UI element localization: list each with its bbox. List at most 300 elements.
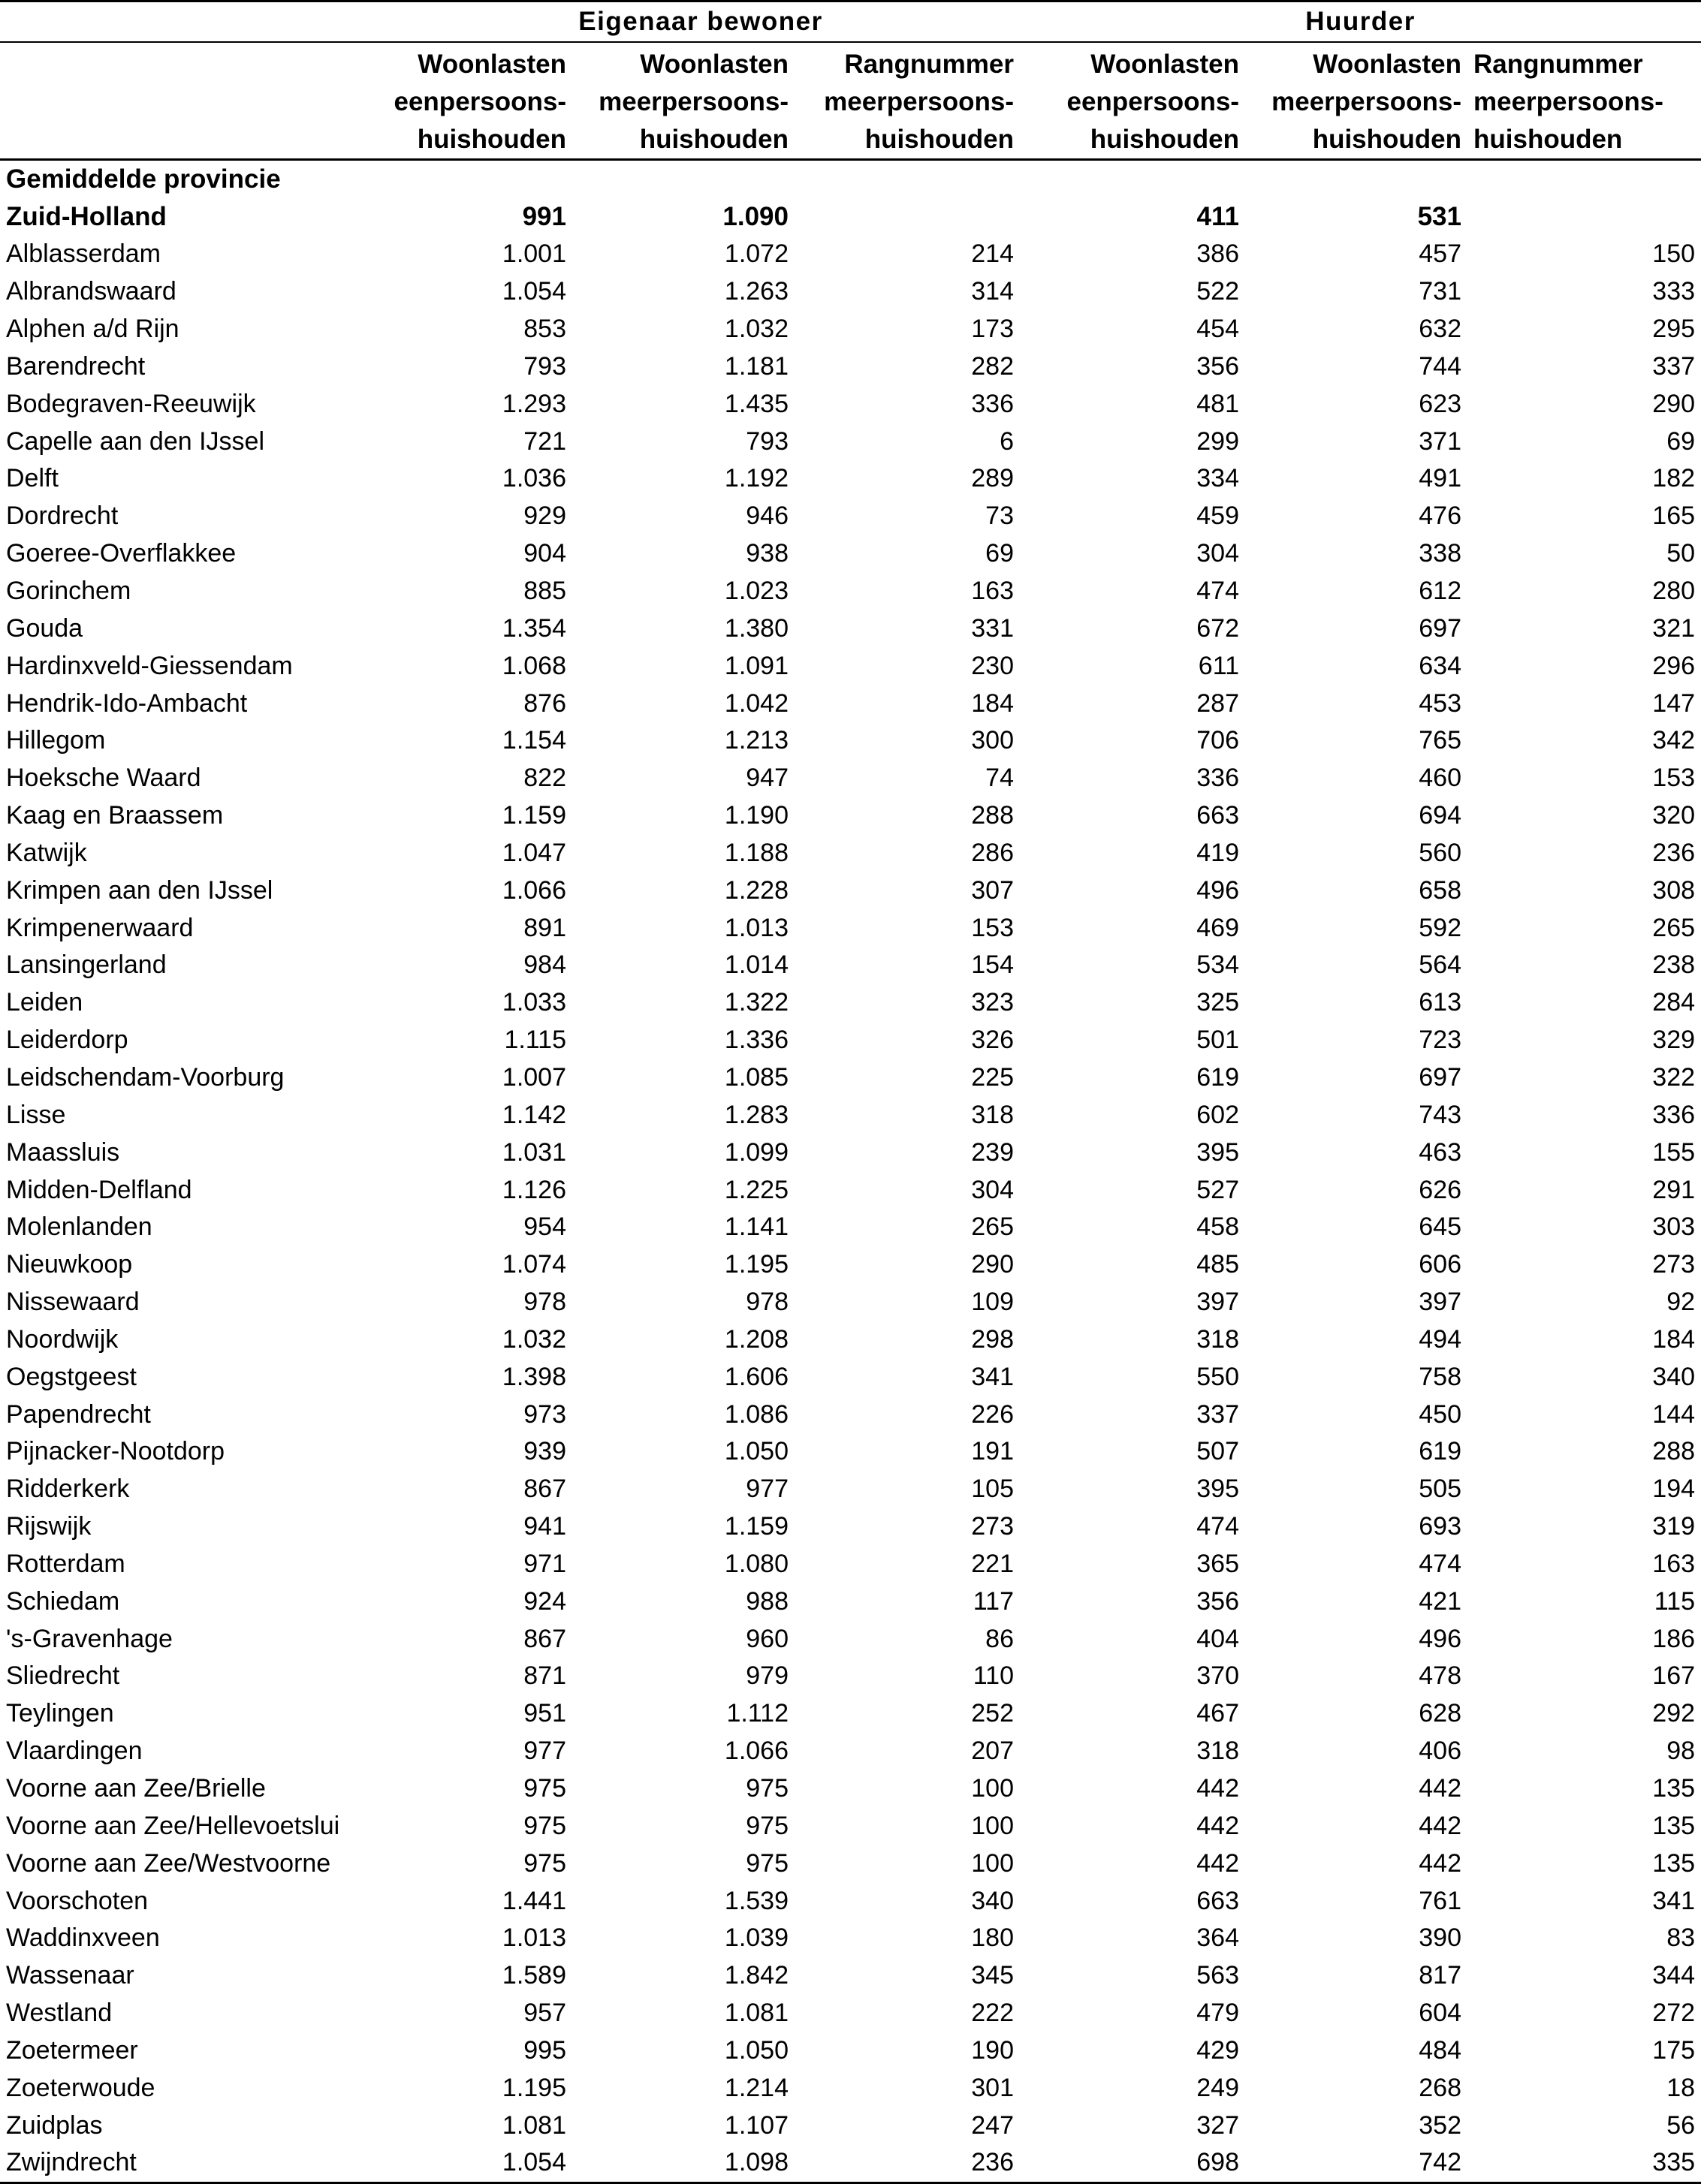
table-cell: 163 bbox=[971, 577, 1014, 606]
municipality-name: Waddinxveen bbox=[6, 1923, 160, 1953]
table-cell: 109 bbox=[971, 1288, 1014, 1317]
table-row bbox=[0, 1733, 1701, 1770]
municipality-name: Maassluis bbox=[6, 1137, 120, 1167]
table-cell: 221 bbox=[971, 1549, 1014, 1578]
table-cell: 86 bbox=[985, 1624, 1014, 1653]
table-cell: 534 bbox=[1196, 950, 1239, 980]
table-row bbox=[0, 1807, 1701, 1845]
table-cell: 397 bbox=[1419, 1288, 1461, 1317]
table-cell: 758 bbox=[1419, 1362, 1461, 1391]
municipality-name: Alblasserdam bbox=[6, 239, 161, 269]
municipality-name: Katwijk bbox=[6, 838, 87, 867]
table-cell: 979 bbox=[746, 1661, 789, 1691]
table-row bbox=[0, 1957, 1701, 1995]
table-cell: 1.066 bbox=[724, 1737, 789, 1766]
table-cell: 386 bbox=[1196, 239, 1239, 269]
table-cell: 340 bbox=[971, 1886, 1014, 1915]
table-cell: 1.007 bbox=[502, 1062, 566, 1092]
table-cell: 1.013 bbox=[502, 1923, 566, 1953]
municipality-name: Barendrecht bbox=[6, 351, 146, 381]
municipality-name: Teylingen bbox=[6, 1699, 114, 1728]
table-cell: 450 bbox=[1419, 1399, 1461, 1429]
table-cell: 186 bbox=[1652, 1624, 1696, 1653]
table-header bbox=[0, 2, 1701, 160]
table-cell: 474 bbox=[1419, 1549, 1461, 1578]
table-cell: 1.031 bbox=[502, 1137, 566, 1167]
table-cell: 318 bbox=[971, 1100, 1014, 1129]
table-cell: 429 bbox=[1196, 2035, 1239, 2065]
table-cell: 214 bbox=[971, 239, 1014, 269]
table-cell: 395 bbox=[1196, 1475, 1239, 1504]
table-cell: 1.013 bbox=[724, 913, 789, 942]
municipality-name: Westland bbox=[6, 1999, 113, 2028]
table-row bbox=[0, 535, 1701, 573]
municipality-name: Vlaardingen bbox=[6, 1737, 143, 1766]
table-row bbox=[0, 1396, 1701, 1433]
table-cell: 292 bbox=[1652, 1699, 1696, 1728]
table-row bbox=[0, 610, 1701, 647]
column-header-line: huishouden bbox=[1473, 125, 1623, 154]
table-cell: 1.112 bbox=[726, 1699, 789, 1728]
table-cell: 1.054 bbox=[502, 277, 566, 306]
table-cell: 163 bbox=[1652, 1549, 1696, 1578]
table-cell: 110 bbox=[973, 1661, 1014, 1691]
table-cell: 458 bbox=[1196, 1212, 1239, 1242]
table-cell: 658 bbox=[1419, 875, 1461, 905]
column-header-line: meerpersoons- bbox=[1271, 87, 1461, 116]
table-cell: 301 bbox=[971, 2073, 1014, 2102]
table-row bbox=[0, 1059, 1701, 1097]
table-cell: 230 bbox=[971, 651, 1014, 680]
table-cell: 115 bbox=[1654, 1586, 1696, 1616]
column-header-3 bbox=[1020, 42, 1245, 160]
column-header-1 bbox=[572, 42, 795, 160]
table-cell: 331 bbox=[971, 613, 1014, 643]
table-cell: 225 bbox=[971, 1062, 1014, 1092]
table-cell: 304 bbox=[971, 1175, 1014, 1204]
table-cell: 474 bbox=[1196, 577, 1239, 606]
table-cell: 150 bbox=[1652, 239, 1696, 269]
table-cell: 978 bbox=[523, 1288, 566, 1317]
table-cell: 592 bbox=[1419, 913, 1461, 942]
table-cell: 1.014 bbox=[724, 950, 789, 980]
table-cell: 356 bbox=[1196, 1586, 1239, 1616]
table-cell: 1.181 bbox=[724, 351, 789, 381]
table-row bbox=[0, 909, 1701, 947]
table-cell: 507 bbox=[1196, 1437, 1239, 1466]
table-cell: 939 bbox=[523, 1437, 566, 1466]
table-cell: 318 bbox=[1196, 1324, 1239, 1354]
table-cell: 273 bbox=[971, 1512, 1014, 1541]
table-cell: 731 bbox=[1419, 277, 1461, 306]
table-cell: 977 bbox=[746, 1475, 789, 1504]
average-value: 991 bbox=[522, 202, 566, 231]
table-cell: 153 bbox=[1652, 764, 1696, 793]
table-cell: 333 bbox=[1652, 277, 1696, 306]
table-cell: 100 bbox=[971, 1848, 1014, 1878]
table-cell: 337 bbox=[1196, 1399, 1239, 1429]
table-cell: 619 bbox=[1419, 1437, 1461, 1466]
table-row bbox=[0, 760, 1701, 797]
column-header-corner bbox=[0, 42, 382, 160]
table-cell: 1.192 bbox=[724, 464, 789, 493]
table-cell: 1.033 bbox=[502, 988, 566, 1017]
table-cell: 421 bbox=[1419, 1586, 1461, 1616]
table-cell: 98 bbox=[1666, 1737, 1696, 1766]
table-row bbox=[0, 1508, 1701, 1546]
municipality-name: Albrandswaard bbox=[6, 277, 176, 306]
table-row bbox=[0, 1433, 1701, 1471]
table-cell: 975 bbox=[523, 1811, 566, 1840]
table-row bbox=[0, 722, 1701, 760]
table-cell: 1.380 bbox=[724, 613, 789, 643]
table-cell: 370 bbox=[1196, 1661, 1239, 1691]
table-cell: 975 bbox=[523, 1774, 566, 1803]
table-cell: 1.068 bbox=[502, 651, 566, 680]
table-cell: 100 bbox=[971, 1811, 1014, 1840]
table-cell: 1.283 bbox=[724, 1100, 789, 1129]
table-cell: 867 bbox=[523, 1624, 566, 1653]
table-cell: 663 bbox=[1196, 801, 1239, 830]
table-cell: 975 bbox=[746, 1848, 789, 1878]
table-cell: 460 bbox=[1419, 764, 1461, 793]
table-cell: 1.099 bbox=[724, 1137, 789, 1167]
table-cell: 1.047 bbox=[502, 838, 566, 867]
table-cell: 1.441 bbox=[502, 1886, 566, 1915]
table-cell: 155 bbox=[1652, 1137, 1696, 1167]
table-cell: 265 bbox=[1652, 913, 1696, 942]
table-cell: 975 bbox=[746, 1811, 789, 1840]
table-cell: 975 bbox=[746, 1774, 789, 1803]
table-cell: 442 bbox=[1196, 1774, 1239, 1803]
table-cell: 632 bbox=[1419, 315, 1461, 344]
table-cell: 485 bbox=[1196, 1250, 1239, 1279]
table-cell: 280 bbox=[1652, 577, 1696, 606]
table-cell: 117 bbox=[973, 1586, 1014, 1616]
table-cell: 1.091 bbox=[724, 651, 789, 680]
table-cell: 1.080 bbox=[724, 1549, 789, 1578]
table-cell: 419 bbox=[1196, 838, 1239, 867]
table-cell: 1.126 bbox=[502, 1175, 566, 1204]
table-cell: 327 bbox=[1196, 2110, 1239, 2140]
table-cell: 697 bbox=[1419, 613, 1461, 643]
table-cell: 995 bbox=[523, 2035, 566, 2065]
table-cell: 550 bbox=[1196, 1362, 1239, 1391]
table-cell: 924 bbox=[523, 1586, 566, 1616]
table-cell: 494 bbox=[1419, 1324, 1461, 1354]
table-row bbox=[0, 1620, 1701, 1658]
table-row bbox=[0, 1284, 1701, 1321]
municipality-name: Papendrecht bbox=[6, 1399, 151, 1429]
table-cell: 323 bbox=[971, 988, 1014, 1017]
table-cell: 929 bbox=[523, 502, 566, 531]
table-cell: 1.213 bbox=[724, 726, 789, 755]
table-cell: 406 bbox=[1419, 1737, 1461, 1766]
table-cell: 184 bbox=[971, 688, 1014, 718]
table-cell: 1.039 bbox=[724, 1923, 789, 1953]
municipality-name: Voorne aan Zee/Westvoorne bbox=[6, 1848, 331, 1878]
municipality-name: Ridderkerk bbox=[6, 1475, 130, 1504]
table-cell: 478 bbox=[1419, 1661, 1461, 1691]
table-row bbox=[0, 1695, 1701, 1733]
table-cell: 871 bbox=[523, 1661, 566, 1691]
table-cell: 564 bbox=[1419, 950, 1461, 980]
table-cell: 69 bbox=[985, 539, 1014, 568]
table-row bbox=[0, 1658, 1701, 1695]
table-cell: 105 bbox=[971, 1475, 1014, 1504]
table-cell: 336 bbox=[1652, 1100, 1696, 1129]
table-cell: 721 bbox=[523, 426, 566, 456]
table-cell: 1.066 bbox=[502, 875, 566, 905]
table-cell: 289 bbox=[971, 464, 1014, 493]
table-cell: 296 bbox=[1652, 651, 1696, 680]
table-cell: 954 bbox=[523, 1212, 566, 1242]
table-cell: 395 bbox=[1196, 1137, 1239, 1167]
table-cell: 291 bbox=[1652, 1175, 1696, 1204]
average-row bbox=[0, 198, 1701, 236]
table-cell: 761 bbox=[1419, 1886, 1461, 1915]
table-cell: 6 bbox=[1000, 426, 1014, 456]
table-cell: 92 bbox=[1666, 1288, 1696, 1317]
table-cell: 153 bbox=[971, 913, 1014, 942]
table-cell: 1.081 bbox=[502, 2110, 566, 2140]
table-cell: 744 bbox=[1419, 351, 1461, 381]
table-row bbox=[0, 1882, 1701, 1920]
table-cell: 1.107 bbox=[724, 2110, 789, 2140]
table-cell: 1.398 bbox=[502, 1362, 566, 1391]
column-header-line: Woonlasten bbox=[418, 50, 566, 79]
table-cell: 265 bbox=[971, 1212, 1014, 1242]
column-header-line: meerpersoons- bbox=[1473, 87, 1663, 116]
table-cell: 284 bbox=[1652, 988, 1696, 1017]
municipality-name: Zwijndrecht bbox=[0, 2144, 382, 2182]
table-cell: 325 bbox=[1196, 988, 1239, 1017]
table-row bbox=[0, 498, 1701, 535]
municipality-name: Leiderdorp bbox=[6, 1026, 128, 1055]
table-cell: 135 bbox=[1652, 1848, 1696, 1878]
table-cell: 822 bbox=[523, 764, 566, 793]
table-row bbox=[0, 1845, 1701, 1882]
table-cell: 314 bbox=[971, 277, 1014, 306]
table-cell: 628 bbox=[1419, 1699, 1461, 1728]
table-cell: 390 bbox=[1419, 1923, 1461, 1953]
column-header-4 bbox=[1245, 42, 1467, 160]
table-cell: 238 bbox=[1652, 950, 1696, 980]
municipality-name: Midden-Delfland bbox=[6, 1175, 192, 1204]
table-cell: 522 bbox=[1196, 277, 1239, 306]
table-cell: 1.141 bbox=[724, 1212, 789, 1242]
table-cell: 1.263 bbox=[724, 277, 789, 306]
table-cell: 474 bbox=[1196, 1512, 1239, 1541]
table-cell: 1.036 bbox=[502, 464, 566, 493]
table-cell: 1.023 bbox=[724, 577, 789, 606]
column-header-line: Woonlasten bbox=[640, 50, 789, 79]
municipality-name: Wassenaar bbox=[6, 1961, 134, 1990]
table-cell: 273 bbox=[1652, 1250, 1696, 1279]
table-cell: 173 bbox=[971, 315, 1014, 344]
table-row bbox=[0, 1134, 1701, 1171]
table-cell: 957 bbox=[523, 1999, 566, 2028]
table-cell: 1.228 bbox=[724, 875, 789, 905]
table-cell: 476 bbox=[1419, 502, 1461, 531]
table-cell: 1.154 bbox=[502, 726, 566, 755]
table-cell: 663 bbox=[1196, 1886, 1239, 1915]
table-cell: 645 bbox=[1419, 1212, 1461, 1242]
column-header-line: Rangnummer bbox=[844, 50, 1014, 79]
table-row bbox=[0, 573, 1701, 610]
table-cell: 1.115 bbox=[504, 1026, 566, 1055]
corner-cell bbox=[0, 2, 382, 43]
table-cell: 484 bbox=[1419, 2035, 1461, 2065]
municipality-name: Lansingerland bbox=[6, 950, 167, 980]
table-row bbox=[0, 1471, 1701, 1508]
table-cell: 288 bbox=[971, 801, 1014, 830]
municipality-name: Alphen a/d Rijn bbox=[6, 315, 179, 344]
table-cell: 341 bbox=[1652, 1886, 1696, 1915]
table-cell: 672 bbox=[1196, 613, 1239, 643]
table-cell: 341 bbox=[971, 1362, 1014, 1391]
column-header-line: meerpersoons- bbox=[599, 87, 789, 116]
table-cell: 619 bbox=[1196, 1062, 1239, 1092]
table-cell: 191 bbox=[971, 1437, 1014, 1466]
table-cell: 307 bbox=[971, 875, 1014, 905]
table-cell: 442 bbox=[1419, 1774, 1461, 1803]
group-header-row bbox=[0, 2, 1701, 43]
table-cell: 978 bbox=[746, 1288, 789, 1317]
table-cell: 975 bbox=[523, 1848, 566, 1878]
table-cell: 286 bbox=[971, 838, 1014, 867]
table-row bbox=[0, 460, 1701, 498]
table-cell: 765 bbox=[1419, 726, 1461, 755]
table-cell: 329 bbox=[1652, 1026, 1696, 1055]
table-cell: 308 bbox=[1652, 875, 1696, 905]
table-cell: 344 bbox=[1652, 1961, 1696, 1990]
municipality-name: Goeree-Overflakkee bbox=[6, 539, 237, 568]
table-row bbox=[0, 2032, 1701, 2070]
table-row bbox=[0, 872, 1701, 909]
table-row bbox=[0, 1770, 1701, 1808]
table-cell: 18 bbox=[1666, 2073, 1696, 2102]
table-cell: 337 bbox=[1652, 351, 1696, 381]
average-value bbox=[795, 198, 1020, 236]
table-cell: 602 bbox=[1196, 1100, 1239, 1129]
table-cell: 73 bbox=[985, 502, 1014, 531]
table-cell: 1.354 bbox=[502, 613, 566, 643]
table-cell: 563 bbox=[1196, 1961, 1239, 1990]
column-header-line: huishouden bbox=[639, 125, 789, 154]
average-label-line1: Gemiddelde provincie bbox=[6, 164, 281, 194]
table-cell: 268 bbox=[1419, 2073, 1461, 2102]
table-cell: 365 bbox=[1196, 1549, 1239, 1578]
table-cell: 1.293 bbox=[502, 389, 566, 418]
table-cell: 457 bbox=[1419, 239, 1461, 269]
table-cell: 946 bbox=[746, 502, 789, 531]
average-row-label bbox=[0, 160, 1701, 199]
group-header-eigenaar: Eigenaar bewoner bbox=[382, 2, 1020, 43]
table-row bbox=[0, 947, 1701, 984]
table-cell: 973 bbox=[523, 1399, 566, 1429]
table-row bbox=[0, 1920, 1701, 1957]
table-cell: 356 bbox=[1196, 351, 1239, 381]
column-header-line: Woonlasten bbox=[1090, 50, 1239, 79]
table-row bbox=[0, 273, 1701, 311]
municipality-name: Delft bbox=[6, 464, 59, 493]
table-cell: 340 bbox=[1652, 1362, 1696, 1391]
table-cell: 299 bbox=[1196, 426, 1239, 456]
table-cell: 397 bbox=[1196, 1288, 1239, 1317]
table-row bbox=[0, 1209, 1701, 1246]
table-cell: 1.322 bbox=[724, 988, 789, 1017]
table-row bbox=[0, 1096, 1701, 1134]
table-row bbox=[0, 423, 1701, 460]
table-cell: 320 bbox=[1652, 801, 1696, 830]
municipality-name: Krimpenerwaard bbox=[6, 913, 194, 942]
municipality-name: 's-Gravenhage bbox=[6, 1624, 173, 1653]
table-cell: 459 bbox=[1196, 502, 1239, 531]
table-cell: 613 bbox=[1419, 988, 1461, 1017]
table-cell: 454 bbox=[1196, 315, 1239, 344]
municipality-name: Nieuwkoop bbox=[6, 1250, 133, 1279]
municipality-name: Bodegraven-Reeuwijk bbox=[6, 389, 256, 418]
table-cell: 977 bbox=[523, 1737, 566, 1766]
average-value bbox=[1467, 198, 1701, 236]
table-cell: 342 bbox=[1652, 726, 1696, 755]
table-cell: 74 bbox=[985, 764, 1014, 793]
table-row bbox=[0, 1321, 1701, 1358]
table-row bbox=[0, 1171, 1701, 1209]
average-value: 531 bbox=[1417, 202, 1461, 231]
table-cell: 853 bbox=[523, 315, 566, 344]
municipality-name: Hendrik-Ido-Ambacht bbox=[6, 688, 248, 718]
table-cell: 988 bbox=[746, 1586, 789, 1616]
table-cell: 1.001 bbox=[502, 239, 566, 269]
table-cell: 1.050 bbox=[724, 2035, 789, 2065]
municipality-name: Dordrecht bbox=[6, 502, 119, 531]
table-cell: 941 bbox=[523, 1512, 566, 1541]
table-cell: 247 bbox=[971, 2110, 1014, 2140]
table-cell: 876 bbox=[523, 688, 566, 718]
column-header-row bbox=[0, 42, 1701, 160]
table-cell: 505 bbox=[1419, 1475, 1461, 1504]
table-cell: 1.159 bbox=[724, 1512, 789, 1541]
municipality-name: Zoetermeer bbox=[6, 2035, 138, 2065]
table-cell: 334 bbox=[1196, 464, 1239, 493]
table-row bbox=[0, 2069, 1701, 2107]
table-cell: 190 bbox=[971, 2035, 1014, 2065]
table-cell: 304 bbox=[1196, 539, 1239, 568]
column-header-0 bbox=[382, 42, 572, 160]
group-header-huurder: Huurder bbox=[1020, 2, 1701, 43]
column-header-line: huishouden bbox=[1312, 125, 1461, 154]
table-cell: 154 bbox=[971, 950, 1014, 980]
table-cell: 611 bbox=[1198, 651, 1239, 680]
table-cell: 479 bbox=[1196, 1999, 1239, 2028]
table-cell: 623 bbox=[1419, 389, 1461, 418]
table-cell: 335 bbox=[1467, 2144, 1701, 2182]
table-cell: 352 bbox=[1419, 2110, 1461, 2140]
column-header-2 bbox=[795, 42, 1020, 160]
table-cell: 194 bbox=[1652, 1475, 1696, 1504]
table-cell: 184 bbox=[1652, 1324, 1696, 1354]
table-cell: 612 bbox=[1419, 577, 1461, 606]
column-header-line: Woonlasten bbox=[1313, 50, 1461, 79]
table-cell: 338 bbox=[1419, 539, 1461, 568]
table-row bbox=[0, 311, 1701, 348]
table-cell: 947 bbox=[746, 764, 789, 793]
table-cell: 481 bbox=[1196, 389, 1239, 418]
table-cell: 1.195 bbox=[502, 2073, 566, 2102]
table-cell: 147 bbox=[1652, 688, 1696, 718]
